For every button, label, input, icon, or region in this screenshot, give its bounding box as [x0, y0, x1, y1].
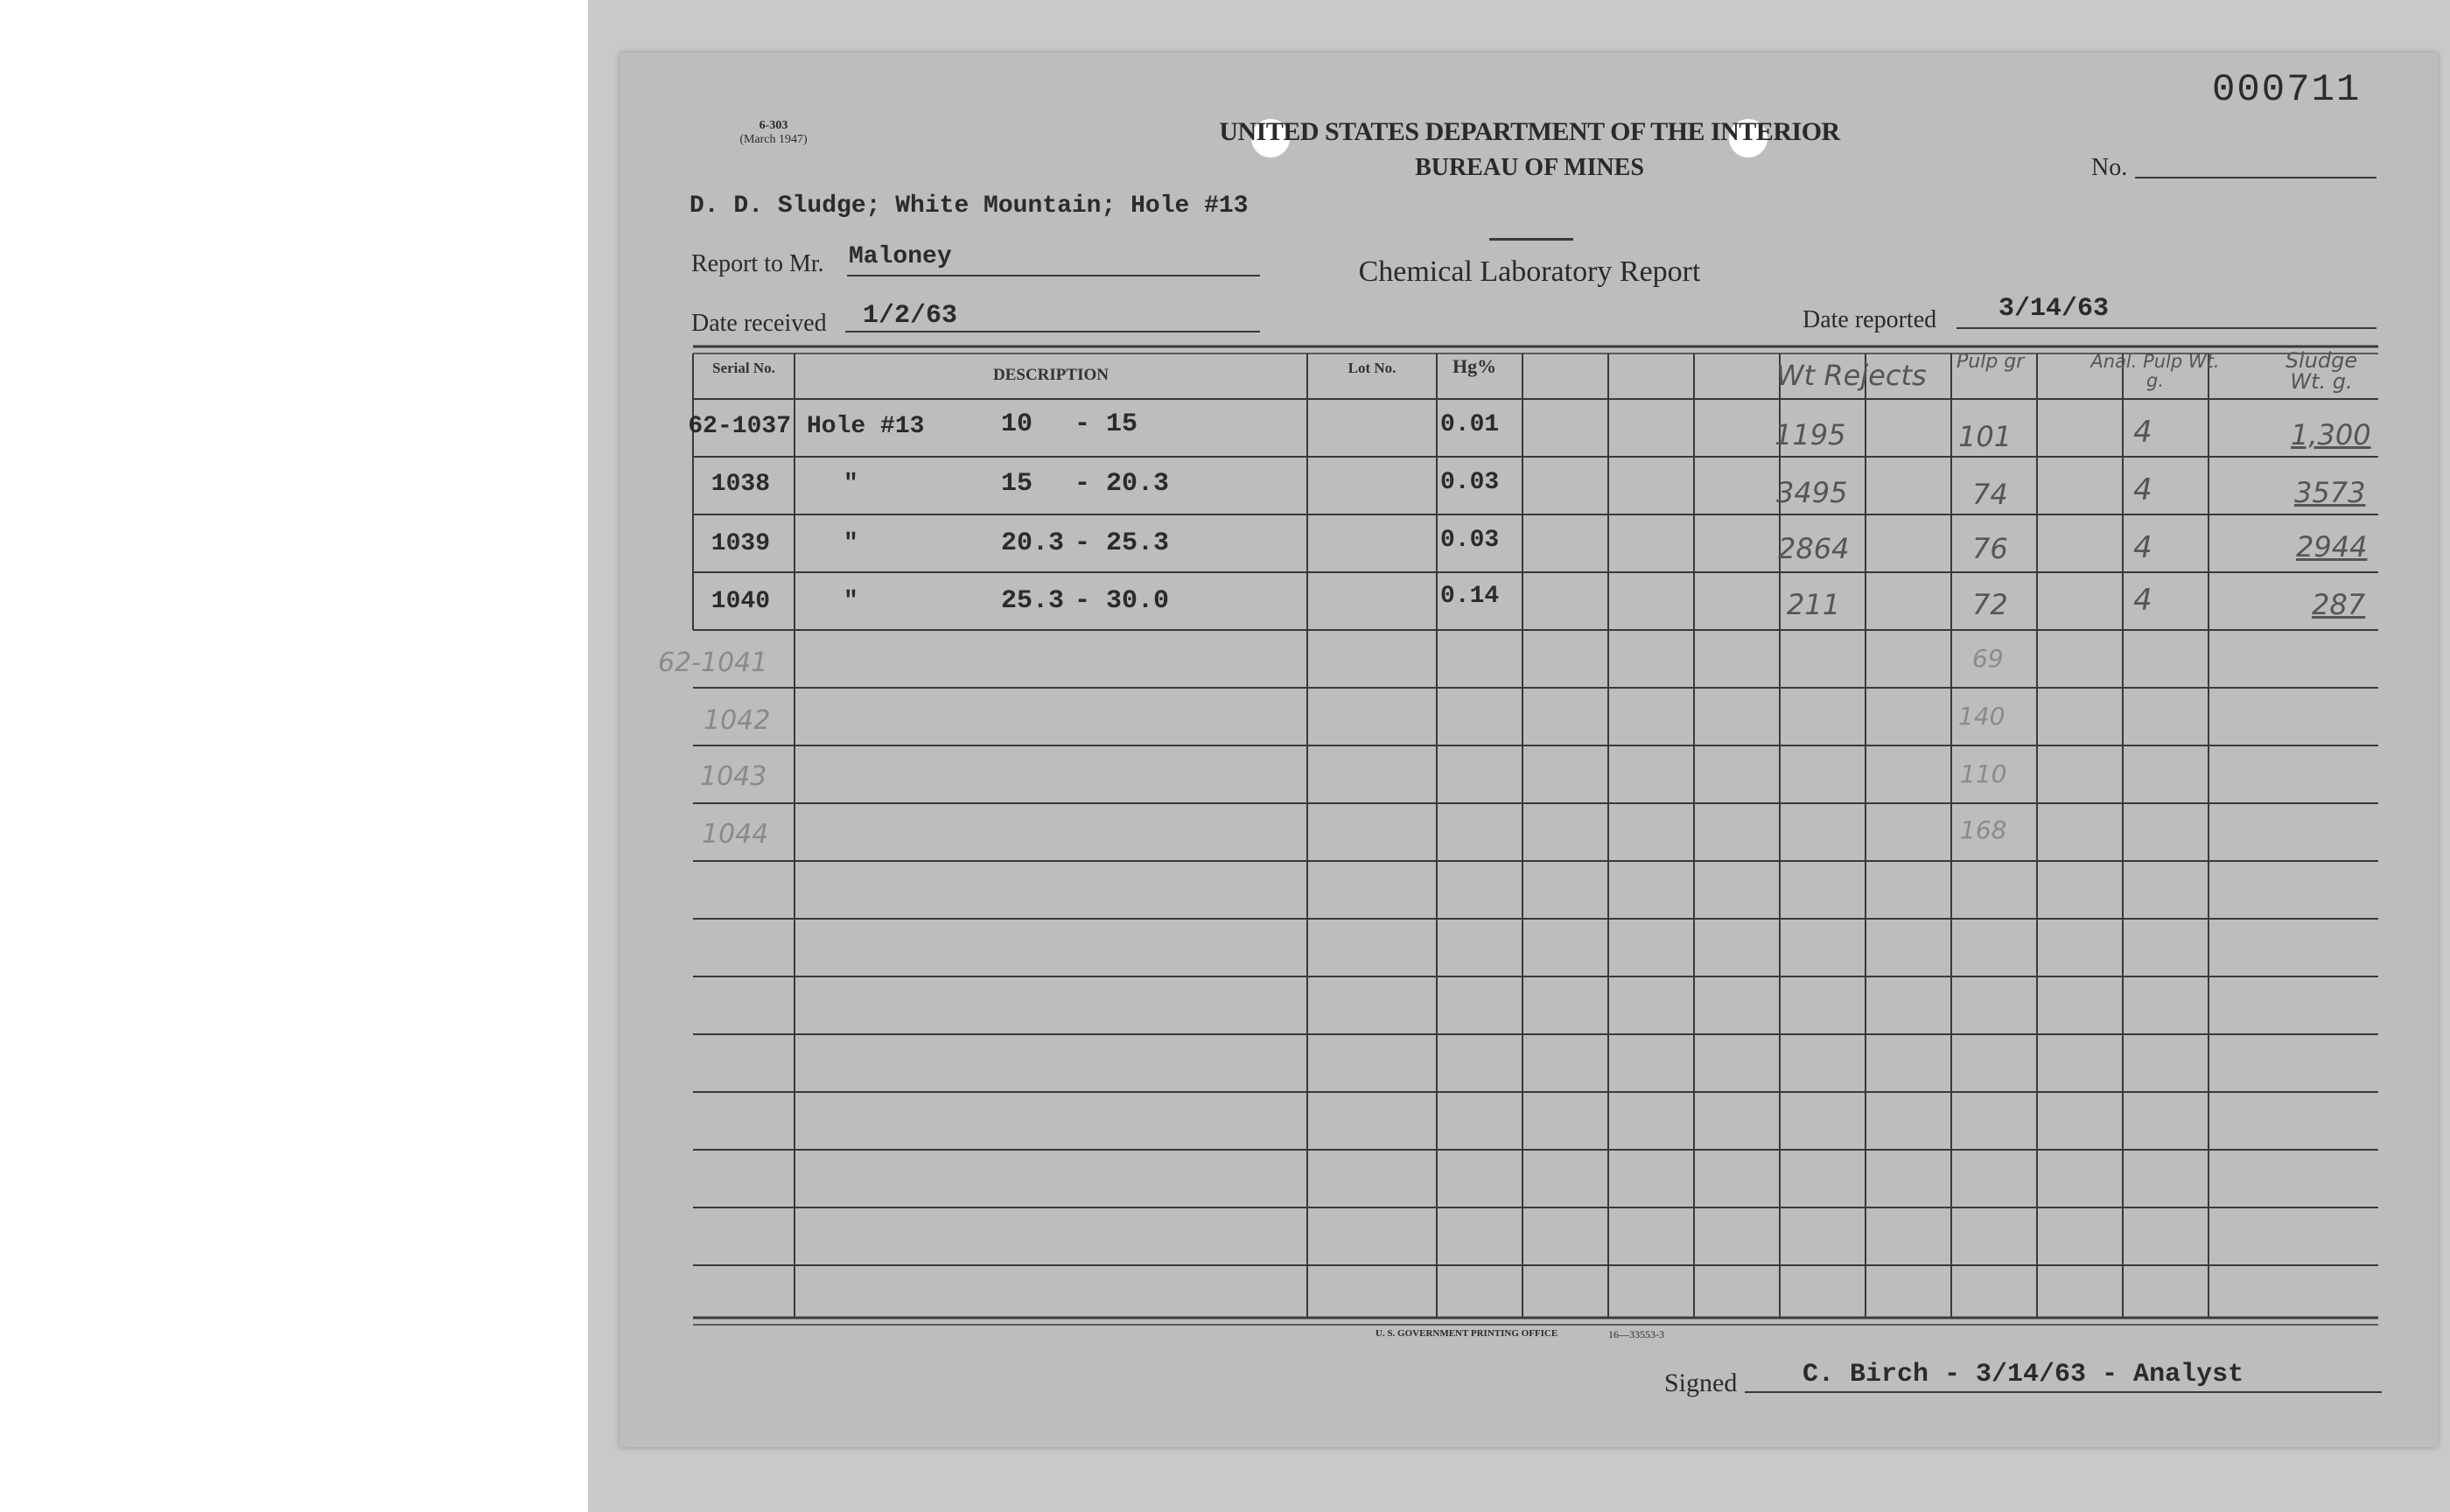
row-hg: 0.14 [1440, 583, 1500, 610]
row-serial: 1042 [704, 705, 771, 736]
report-to-label: Report to Mr. [691, 250, 824, 277]
table-grid [620, 52, 2438, 1447]
printing-office: U. S. GOVERNMENT PRINTING OFFICE [1376, 1328, 1558, 1339]
no-label: No. [2091, 154, 2128, 181]
header-anal-pulp: Anal. Pulp Wt. g. [2090, 351, 2220, 391]
header-serial: Serial No. [712, 360, 775, 376]
date-received-label: Date received [691, 310, 827, 337]
row-description: " [844, 471, 858, 498]
date-received-value: 1/2/63 [863, 301, 958, 331]
header-pulp: Pulp gr [1956, 351, 2025, 373]
signed-underline [1745, 1391, 2382, 1393]
row-wt-rejects: 1195 [1774, 418, 1846, 452]
row-pulp: 140 [1958, 702, 2006, 731]
row-from: 25.3 [1001, 586, 1065, 616]
row-sludge: 287 [2312, 588, 2366, 621]
form-code: 6-303 [759, 119, 788, 132]
date-reported-value: 3/14/63 [1998, 294, 2110, 324]
row-from: 20.3 [1001, 528, 1065, 558]
header-wt-rejects: Wt Rejects [1776, 359, 1927, 392]
row-wt-rejects: 3495 [1776, 476, 1848, 509]
header-lot: Lot No. [1348, 360, 1396, 376]
row-from: 10 [1001, 410, 1033, 439]
row-pulp: 76 [1972, 532, 2008, 565]
header-description: DESCRIPTION [993, 366, 1109, 384]
signed-value: C. Birch - 3/14/63 - Analyst [1802, 1360, 2244, 1390]
row-serial: 1044 [702, 819, 769, 850]
row-serial: 62-1041 [658, 648, 768, 678]
row-serial: 1039 [710, 530, 770, 557]
row-hg: 0.03 [1440, 527, 1500, 554]
report-subject: D. D. Sludge; White Mountain; Hole #13 [690, 192, 1249, 220]
header-hg: Hg% [1452, 355, 1497, 377]
row-hg: 0.03 [1440, 469, 1500, 496]
row-anal: 4 [2133, 472, 2152, 508]
department-heading: UNITED STATES DEPARTMENT OF THE INTERIOR [1219, 117, 1840, 146]
row-anal: 4 [2133, 415, 2152, 450]
form-date: (March 1947) [739, 133, 808, 146]
row-pulp: 69 [1972, 644, 2004, 673]
header-sludge: Sludge Wt. g. [2285, 348, 2358, 394]
bureau-heading: BUREAU OF MINES [1415, 154, 1644, 181]
row-sludge: 1,300 [2291, 418, 2371, 452]
lab-report-form [620, 52, 2438, 1447]
row-serial: 1043 [700, 761, 767, 792]
row-from: 15 [1001, 469, 1033, 499]
row-pulp: 101 [1958, 420, 2012, 453]
date-reported-label: Date reported [1802, 306, 1937, 333]
printing-code: 16—33553-3 [1608, 1328, 1664, 1340]
row-to: - 20.3 [1074, 469, 1170, 499]
row-sludge: 3573 [2294, 476, 2366, 509]
row-wt-rejects: 211 [1787, 588, 1841, 621]
row-pulp: 72 [1972, 588, 2008, 621]
row-description: " [844, 588, 858, 615]
row-wt-rejects: 2864 [1778, 532, 1850, 565]
signed-label: Signed [1664, 1368, 1738, 1397]
row-anal: 4 [2133, 583, 2152, 618]
row-anal: 4 [2133, 530, 2152, 565]
document-number: 000711 [2212, 68, 2362, 112]
row-pulp: 74 [1972, 478, 2008, 511]
row-to: - 25.3 [1074, 528, 1170, 558]
row-hg: 0.01 [1440, 411, 1500, 438]
row-to: - 15 [1074, 410, 1138, 439]
row-pulp: 110 [1960, 760, 2007, 788]
row-serial: 62-1037 [688, 413, 791, 440]
report-title: Chemical Laboratory Report [1358, 256, 1701, 288]
row-serial: 1038 [710, 471, 770, 498]
row-sludge: 2944 [2296, 530, 2368, 564]
report-to-value: Maloney [849, 243, 952, 270]
row-pulp: 168 [1960, 816, 2007, 844]
row-serial: 1040 [710, 588, 770, 615]
row-to: - 30.0 [1074, 586, 1170, 616]
row-description: " [844, 530, 858, 557]
row-description: Hole #13 [807, 413, 925, 440]
